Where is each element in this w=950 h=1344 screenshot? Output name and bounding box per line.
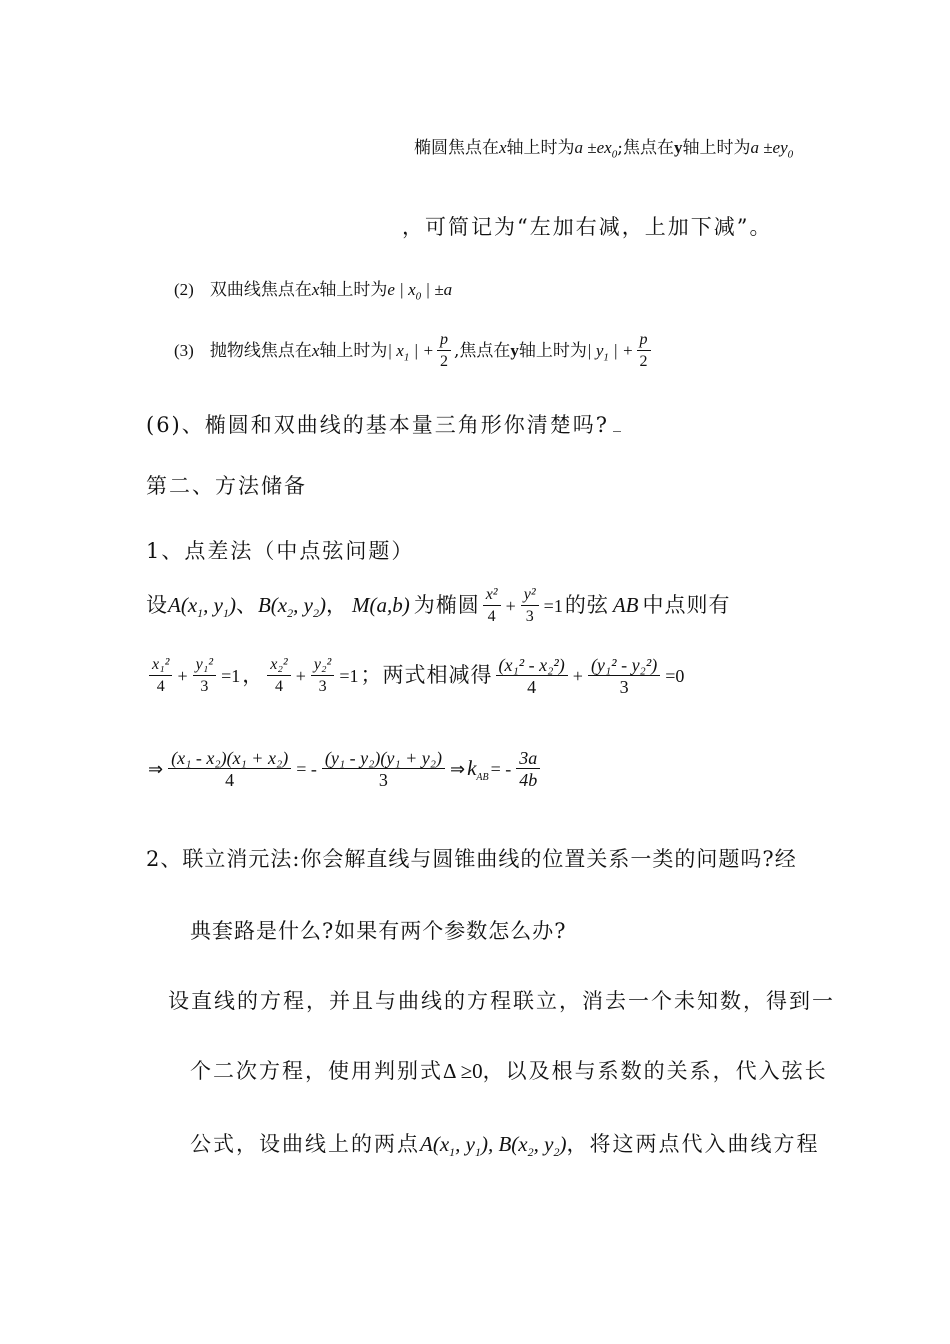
operator: =0 <box>665 666 685 686</box>
text: 典套路是什么?如果有两个参数怎么办? <box>190 919 567 943</box>
parabola-line <box>174 330 654 373</box>
text: 为椭圆 <box>413 593 480 617</box>
fraction: $\frac{\text{(y₁² - y₂²)}}{3}$ <box>588 655 660 698</box>
expr: a ±ey <box>750 138 788 157</box>
text: 轴上时为 <box>506 138 575 158</box>
section-heading <box>146 470 307 500</box>
operator: =1 <box>543 596 563 616</box>
operator: =1 <box>221 666 241 686</box>
text: ，可简记为“左加右减，上加下减”。 <box>402 215 773 239</box>
subscript: 1 <box>403 351 410 364</box>
fraction: $\frac{p}{2}$ <box>637 330 651 373</box>
text: 、 <box>235 593 258 617</box>
var-y: y <box>673 138 683 157</box>
text: 设直线的方程，并且与曲线的方程联立，消去一个未知数，得到一 <box>168 989 835 1013</box>
fraction: $\frac{\text{(y₁ - y₂)(y₁ + y₂)}}{3}$ <box>322 748 445 791</box>
math-text: A(x <box>420 1132 450 1156</box>
hyperbola-line <box>174 275 452 302</box>
text: ，以及根与系数的关系，代入弦长 <box>482 1059 828 1083</box>
text: 个二次方程，使用判别式 <box>190 1059 443 1083</box>
math-text: ) <box>559 1132 567 1156</box>
subscript: 1 <box>603 351 609 364</box>
fraction: $\frac{\text{y₂²}}{3}$ <box>311 655 334 698</box>
text: 轴上时为 <box>319 341 388 361</box>
operator: + <box>572 666 583 686</box>
fraction: $\frac{\text{(x₁² - x₂²)}}{4}$ <box>496 655 568 698</box>
ellipse-focal-radius-line <box>414 133 793 160</box>
fraction: $\frac{\text{(x₁ - x₂)(x₁ + x₂)}}{4}$ <box>168 748 291 791</box>
var-x: x <box>311 341 320 360</box>
expr: | + <box>608 341 634 360</box>
text: 公式，设曲线上的两点 <box>190 1132 420 1156</box>
operator: = - <box>296 759 317 779</box>
fraction: $\frac{\text{y₁²}}{3}$ <box>193 655 216 698</box>
expr: e | x <box>387 280 416 299</box>
simultaneous-method-question <box>190 915 567 945</box>
text: 轴上时为 <box>682 138 751 158</box>
fraction: $\frac{\text{y²}}{3}$ <box>521 585 539 628</box>
math-text: , y <box>455 1132 475 1156</box>
math-text: ), B(x <box>480 1132 528 1156</box>
text: ，将这两点代入曲线方程 <box>566 1132 820 1156</box>
operator: + <box>295 666 306 686</box>
text: 轴上时为 <box>518 341 587 361</box>
subscript: 2 <box>527 1145 534 1160</box>
simultaneous-method-heading <box>146 843 797 873</box>
operator: = - <box>490 759 512 779</box>
math-text: , y <box>293 593 313 617</box>
var-x: x <box>499 138 507 157</box>
subscript: 1 <box>474 1145 481 1160</box>
math-text: , y <box>203 593 223 617</box>
fraction: $\frac{\text{x²}}{4}$ <box>483 585 501 628</box>
method-heading <box>146 535 414 565</box>
implies-arrow: ⇒ <box>148 759 164 779</box>
text: ;焦点在 <box>617 138 674 158</box>
subtract-equations-line <box>146 655 686 698</box>
subscript: 2 <box>287 606 294 621</box>
var-x: x <box>311 280 320 299</box>
text: 双曲线焦点在 <box>209 280 312 300</box>
implies-arrow: ⇒ <box>449 759 466 779</box>
operator: + <box>505 596 516 616</box>
cursor-mark <box>613 421 621 432</box>
math-text: ) <box>228 593 236 617</box>
subscript: 1 <box>222 606 229 621</box>
expr: | + <box>409 341 434 360</box>
subscript: 2 <box>312 606 319 621</box>
fraction: $\frac{p}{2}$ <box>437 330 451 373</box>
slope-derivation-line <box>146 748 543 791</box>
expr: | x <box>387 341 404 360</box>
subscript: 2 <box>553 1145 560 1160</box>
subscript: AB <box>476 772 489 784</box>
text: 第二、方法储备 <box>146 474 307 498</box>
method-description-2 <box>190 1055 828 1085</box>
point-m: M(a,b) <box>351 593 410 617</box>
text: 椭圆焦点在 <box>414 138 499 158</box>
fraction: $\frac{\text{x₁²}}{4}$ <box>149 655 172 698</box>
operator: =1 <box>339 666 359 686</box>
text: ， <box>242 663 265 687</box>
method-description-1 <box>168 985 835 1015</box>
subscript: 0 <box>415 290 422 303</box>
mnemonic-line <box>402 211 772 241</box>
point-a: A(x <box>168 593 198 617</box>
text: ；两式相减得 <box>360 663 493 687</box>
var-y: y <box>510 341 519 360</box>
slope-symbol: k <box>467 756 477 780</box>
text: (6)、椭圆和双曲线的基本量三角形你清楚吗? <box>146 413 610 437</box>
item-label: (2) <box>174 280 194 299</box>
fraction: $\frac{3a}{4b}$ <box>516 748 540 791</box>
point-b: B(x <box>257 593 288 617</box>
subscript: 0 <box>611 148 618 161</box>
text: ,焦点在 <box>454 341 511 361</box>
question-line <box>146 409 621 439</box>
text: 中点则有 <box>642 593 731 617</box>
text: 设 <box>146 593 168 617</box>
subscript: 1 <box>197 606 204 621</box>
text: 1、点差法（中点弦问题） <box>146 539 415 563</box>
method-description-3 <box>190 1128 819 1160</box>
text: 的弦 <box>564 593 609 617</box>
text: 抛物线焦点在 <box>209 341 312 361</box>
text: ， <box>325 593 348 617</box>
chord-ab: AB <box>612 593 639 617</box>
subscript: 1 <box>449 1145 456 1160</box>
expr: a ±ex <box>574 138 612 157</box>
fraction: $\frac{\text{x₂²}}{4}$ <box>267 655 290 698</box>
math-text: , y <box>533 1132 554 1156</box>
point-difference-setup <box>146 585 730 628</box>
subscript: 0 <box>787 148 794 161</box>
expr: | y <box>586 341 604 360</box>
expr: | ±a <box>421 280 453 299</box>
operator: + <box>177 666 188 686</box>
text: 轴上时为 <box>319 280 388 300</box>
math-text: ) <box>318 593 326 617</box>
text: 2、联立消元法:你会解直线与圆锥曲线的位置关系一类的问题吗?经 <box>146 847 797 871</box>
item-label: (3) <box>174 341 194 360</box>
discriminant: Δ ≥0 <box>443 1059 483 1083</box>
